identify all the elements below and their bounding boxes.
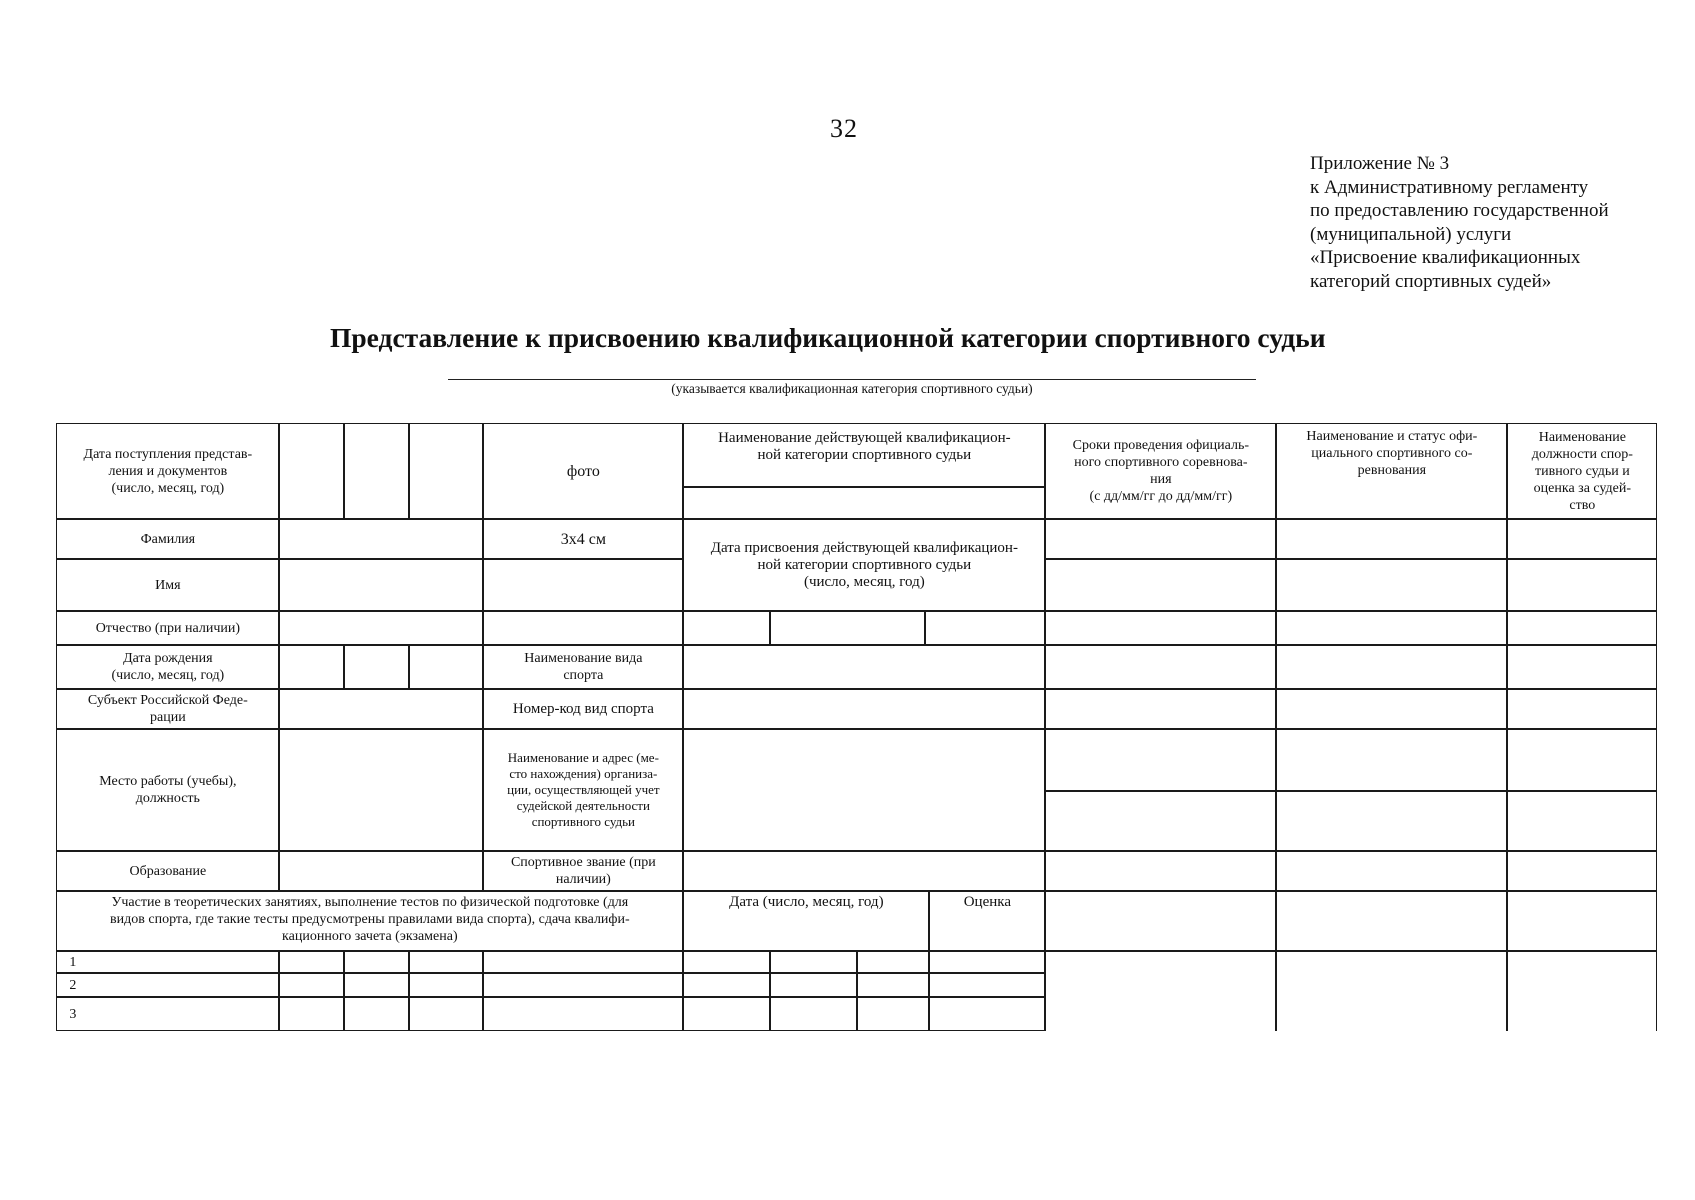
row-3-date-month <box>770 997 857 1031</box>
competition-name-value-1 <box>1276 519 1507 559</box>
row-3-grade <box>929 997 1045 1031</box>
sport-name-value <box>683 645 1045 689</box>
row-1-col-b <box>344 951 409 973</box>
patronymic-value <box>279 611 483 645</box>
judge-position-label: Наименование должности спор- тивного судьи и оценка за судей- ство <box>1507 423 1657 519</box>
judge-position-value-9 <box>1507 891 1657 951</box>
surname-value <box>279 519 483 559</box>
judge-position-value-5 <box>1507 689 1657 729</box>
competition-dates-value-10 <box>1045 951 1276 1031</box>
date-received-label: Дата поступления представ- ления и документов (число, месяц, год) <box>56 423 279 519</box>
sport-code-value <box>683 689 1045 729</box>
row-1-col-a <box>279 951 344 973</box>
competition-dates-value-5 <box>1045 689 1276 729</box>
row-1-col-c <box>409 951 483 973</box>
row-3-col-d <box>483 997 683 1031</box>
competition-name-value-8 <box>1276 851 1507 891</box>
row-2-col-c <box>409 973 483 997</box>
judge-position-value-4 <box>1507 645 1657 689</box>
competition-name-value-5 <box>1276 689 1507 729</box>
current-category-value <box>683 487 1045 519</box>
row-1-date-day <box>683 951 770 973</box>
date-received-year <box>409 423 483 519</box>
birth-date-year <box>409 645 483 689</box>
row-2-col-b <box>344 973 409 997</box>
current-category-label: Наименование действующей квалификацион- ной категории спортивного судьи <box>683 423 1045 487</box>
region-value <box>279 689 483 729</box>
row-2-col-d <box>483 973 683 997</box>
row-number-1: 1 <box>56 951 279 973</box>
birth-date-month <box>344 645 409 689</box>
judge-position-value-7 <box>1507 791 1657 851</box>
row-3-date-year <box>857 997 929 1031</box>
sport-name-label: Наименование вида спорта <box>483 645 683 689</box>
category-fill-line <box>448 379 1256 380</box>
participation-date-label: Дата (число, месяц, год) <box>683 891 929 951</box>
competition-name-status-label: Наименование и статус офи- циального спортивного со- ревнования <box>1276 423 1507 519</box>
document-title: Представление к присвоению квалификационной категории спортивного судьи <box>330 322 1326 353</box>
row-1-date-year <box>857 951 929 973</box>
competition-dates-value-2 <box>1045 559 1276 611</box>
row-1-grade <box>929 951 1045 973</box>
category-date-day <box>683 611 770 645</box>
row-1-col-d <box>483 951 683 973</box>
judge-position-value-2 <box>1507 559 1657 611</box>
photo-area-bottom <box>483 611 683 645</box>
row-number-2: 2 <box>56 973 279 997</box>
competition-dates-value-1 <box>1045 519 1276 559</box>
judge-position-value-8 <box>1507 851 1657 891</box>
row-2-date-day <box>683 973 770 997</box>
competition-name-value-9 <box>1276 891 1507 951</box>
judge-position-value-10 <box>1507 951 1657 1031</box>
category-date-label: Дата присвоения действующей квалификацион- ной категории спортивного судьи (число, месяц, год) <box>683 519 1045 611</box>
row-1-date-month <box>770 951 857 973</box>
photo-size-label: 3х4 см <box>483 519 683 559</box>
competition-dates-value-8 <box>1045 851 1276 891</box>
competition-name-value-2 <box>1276 559 1507 611</box>
competition-dates-value-6 <box>1045 729 1276 791</box>
sport-code-label: Номер-код вид спорта <box>483 689 683 729</box>
row-3-col-c <box>409 997 483 1031</box>
page-number: 32 <box>830 114 858 143</box>
photo-label: фото <box>483 423 683 519</box>
organization-label: Наименование и адрес (ме- сто нахождения) организа- ции, осуществляющей учет судейской деятельности спортивного судьи <box>483 729 683 851</box>
organization-value <box>683 729 1045 851</box>
judge-position-value-1 <box>1507 519 1657 559</box>
sport-title-value <box>683 851 1045 891</box>
row-3-col-b <box>344 997 409 1031</box>
competition-dates-value-9 <box>1045 891 1276 951</box>
category-caption: (указывается квалификационная категория спортивного судьи) <box>671 381 1033 396</box>
name-label: Имя <box>56 559 279 611</box>
photo-area <box>483 559 683 611</box>
sport-title-label: Спортивное звание (при наличии) <box>483 851 683 891</box>
competition-dates-label: Сроки проведения официаль- ного спортивного соревнова- ния (с дд/мм/гг до дд/мм/гг) <box>1045 423 1276 519</box>
judge-position-value-6 <box>1507 729 1657 791</box>
competition-name-value-6 <box>1276 729 1507 791</box>
competition-name-value-4 <box>1276 645 1507 689</box>
region-label: Субъект Российской Феде- рации <box>56 689 279 729</box>
education-value <box>279 851 483 891</box>
row-number-3: 3 <box>56 997 279 1031</box>
row-3-date-day <box>683 997 770 1031</box>
category-date-month <box>770 611 925 645</box>
row-2-col-a <box>279 973 344 997</box>
surname-label: Фамилия <box>56 519 279 559</box>
participation-label: Участие в теоретических занятиях, выполнение тестов по физической подготовке (для видов спорта, где такие тесты предусмотрены правилами вида спорта), сдача квалифи- кационного зачета (экзамена) <box>56 891 683 951</box>
patronymic-label: Отчество (при наличии) <box>56 611 279 645</box>
birth-date-day <box>279 645 344 689</box>
workplace-label: Место работы (учебы), должность <box>56 729 279 851</box>
row-3-col-a <box>279 997 344 1031</box>
category-date-year <box>925 611 1045 645</box>
competition-dates-value-4 <box>1045 645 1276 689</box>
appendix-note: Приложение № 3 к Административному регламенту по предоставлению государственной (муниципальной) услуги «Присвоение квалификационных категорий спортивных судей» <box>1310 153 1609 292</box>
row-2-date-month <box>770 973 857 997</box>
competition-name-value-3 <box>1276 611 1507 645</box>
birth-date-label: Дата рождения (число, месяц, год) <box>56 645 279 689</box>
competition-name-value-7 <box>1276 791 1507 851</box>
date-received-day <box>279 423 344 519</box>
name-value <box>279 559 483 611</box>
education-label: Образование <box>56 851 279 891</box>
workplace-value <box>279 729 483 851</box>
competition-dates-value-7 <box>1045 791 1276 851</box>
row-2-grade <box>929 973 1045 997</box>
competition-dates-value-3 <box>1045 611 1276 645</box>
judge-position-value-3 <box>1507 611 1657 645</box>
competition-name-value-10 <box>1276 951 1507 1031</box>
date-received-month <box>344 423 409 519</box>
grade-label: Оценка <box>929 891 1045 951</box>
row-2-date-year <box>857 973 929 997</box>
